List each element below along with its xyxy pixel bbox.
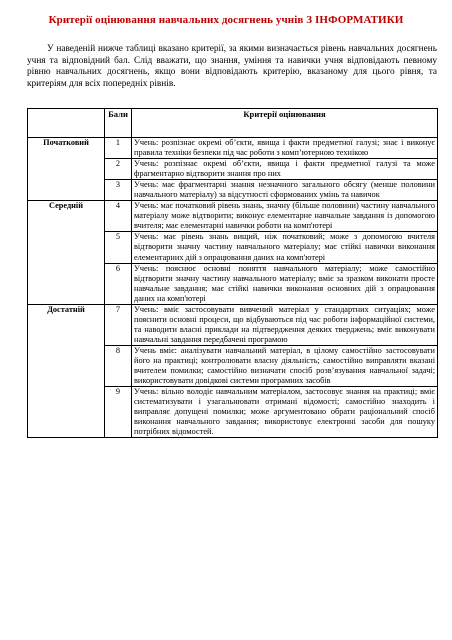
document-title: Критерії оцінювання навчальних досягнень учнів З ІНФОРМАТИКИ	[48, 14, 404, 26]
points-cell: 3	[105, 180, 132, 201]
level-cell-empty	[28, 263, 105, 304]
level-cell-empty	[28, 232, 105, 263]
level-cell-empty	[28, 387, 105, 438]
criteria-cell: Учень: вміє застосовувати вивчений матеріал у стандартних ситуаціях; може пояснити основні процеси, що відбуваються під час роботи інформаційної системи, та наводити власні приклади на підтвердження деяких тверджень; вміє виконувати навчальні завдання передбачені програмою	[132, 304, 438, 345]
table-row	[28, 387, 438, 438]
points-cell: 7	[105, 304, 132, 345]
level-cell-empty	[28, 345, 105, 386]
level-cell-initial: Початковий	[28, 138, 105, 159]
points-cell: 4	[105, 201, 132, 232]
level-cell-middle: Середній	[28, 201, 105, 232]
table-row	[28, 201, 438, 232]
criteria-table	[27, 108, 438, 438]
criteria-cell: Учень: має початковий рівень знань, значну (більше половини) частину навчального матеріалу може відтворити; виконує елементарне навчальне завдання із допомогою вчителя; має елементарні навички роботи на комп'ютері	[132, 201, 438, 232]
points-cell: 8	[105, 345, 132, 386]
points-cell: 2	[105, 159, 132, 180]
criteria-cell: Учень: розпізнає окремі об’єкти, явища і факти предметної галузі; знає і виконує правила техніки безпеки під час роботи з комп’ютерною технікою	[132, 138, 438, 159]
table-row	[28, 159, 438, 180]
points-cell: 1	[105, 138, 132, 159]
points-cell: 9	[105, 387, 132, 438]
criteria-cell: Учень: вільно володіє навчальним матеріалом, застосовує знання на практиці; вміє систематизувати і узагальнювати отримані відомості; самостійно знаходить і виправляє допущені помилки; може аргументовано обрати раціональний спосіб виконання навчального завдання; використовує електронні засоби для пошуку потрібних відомостей.	[132, 387, 438, 438]
header-points: Бали	[105, 109, 132, 138]
criteria-cell: Учень: пояснює основні поняття навчального матеріалу; може самостійно відтворити значну частину навчального матеріалу; вміє за зразком виконати просте навчальне завдання; має стійкі навички виконання основних дій з опрацювання даних на комп'ютері	[132, 263, 438, 304]
table-row	[28, 180, 438, 201]
header-criteria: Критерії оцінювання	[132, 109, 438, 138]
criteria-cell: Учень: має фрагментарні знання незначного загального обсягу (менше половини навчального матеріалу) за відсутності сформованих умінь та навичок	[132, 180, 438, 201]
header-level	[28, 109, 105, 138]
table-row	[28, 345, 438, 386]
level-cell-empty	[28, 159, 105, 180]
points-cell: 6	[105, 263, 132, 304]
table-row	[28, 138, 438, 159]
level-cell-sufficient: Достатній	[28, 304, 105, 345]
table-row	[28, 263, 438, 304]
criteria-cell: Учень: має рівень знань вищий, ніж початковий; може з допомогою вчителя відтворити значну частину навчального матеріалу; має стійкі навички виконання елементарних дій з опрацювання даних на комп'ютері	[132, 232, 438, 263]
level-cell-empty	[28, 180, 105, 201]
table-row	[28, 232, 438, 263]
table-header-row	[28, 109, 438, 138]
criteria-cell: Учень: розпізнає окремі об’єкти, явища і факти предметної галузі та може фрагментарно відтворити знання про них	[132, 159, 438, 180]
criteria-cell: Учень вміє: аналізувати навчальний матеріал, в цілому самостійно застосовувати його на практиці; контролювати власну діяльність; самостійно виправляти вказані вчителем помилки; самостійно визначати спосіб розв’язування навчальної задачі; використовувати довідкові системи програмних засобів	[132, 345, 438, 386]
intro-paragraph: У наведеній нижче таблиці вказано критерії, за якими визначається рівень навчальних досягнень учня та відповідний бал. Слід вважати, що знання, уміння та навички учня відповідають певному рівню навчальних досягнень, якщо вони відповідають критерію, вказаному для цього рівня, та критеріям для всіх попередніх рівнів.	[27, 44, 437, 89]
points-cell: 5	[105, 232, 132, 263]
table-row	[28, 304, 438, 345]
